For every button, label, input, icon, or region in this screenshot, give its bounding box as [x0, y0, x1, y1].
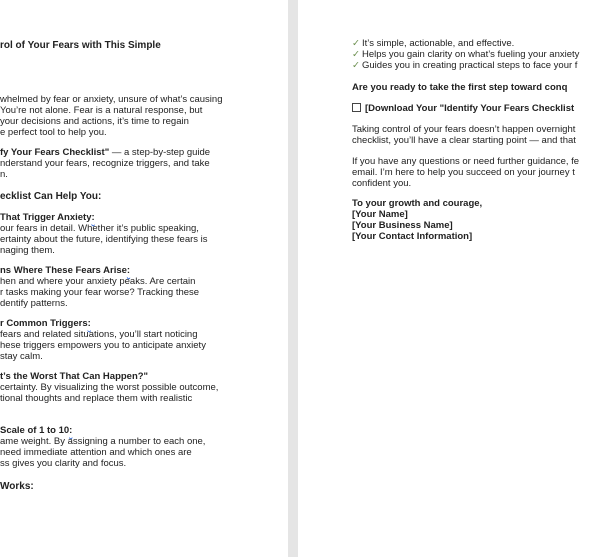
document-page-right: [298, 0, 592, 557]
signature-name: [Your Name]: [352, 209, 408, 220]
intro-paragraph: whelmed by fear or anxiety, unsure of what’s causing You’re not alone. Fear is a natural response, but your decisions and actions, it’s time to regain e perfect tool to help you.: [0, 94, 223, 138]
signature-block: [352, 198, 482, 242]
document-page-left: [0, 0, 288, 557]
checkmark-icon: ✓: [352, 49, 360, 60]
checkbox-icon: [352, 103, 361, 112]
signoff: To your growth and courage,: [352, 198, 483, 209]
checkmark-icon: ✓: [352, 60, 360, 71]
list-item: That Trigger Anxiety: our fears in detail. Whether it’s public speaking, ertainty about the future, identifying these fears is naging them.: [0, 212, 208, 256]
checkmark-icon: ✓: [352, 38, 360, 49]
list-item: r Common Triggers: fears and related situations, you’ll start noticing hese triggers empowers you to anticipate anxiety stay calm.: [0, 318, 206, 362]
page-gap: [288, 0, 298, 557]
list-item: Scale of 1 to 10: ame weight. By assigning a number to each one, need immediate attention and which ones are ss gives you clarity and focus.: [0, 425, 206, 469]
list-item: ns Where These Fears Arise: hen and where your anxiety peaks. Are certain r tasks making your fear worse? Tracking these dentify patterns.: [0, 265, 200, 309]
paragraph: Taking control of your fears doesn’t happen overnight checklist, you’ll have a clear starting point — and that: [352, 124, 576, 146]
list-item: ✓ It’s simple, actionable, and effective.: [352, 38, 515, 49]
download-link[interactable]: [Download Your "Identify Your Fears Checklist: [352, 103, 574, 114]
signature-business: [Your Business Name]: [352, 220, 453, 231]
section-heading: ecklist Can Help You:: [0, 191, 102, 202]
document-title: rol of Your Fears with This Simple: [0, 40, 161, 51]
call-to-action-question: Are you ready to take the first step toward conq: [352, 82, 568, 93]
checklist-intro-paragraph: fy Your Fears Checklist" — a step-by-step guide nderstand your fears, recognize triggers, and take n.: [0, 147, 211, 180]
bullet-list: [352, 38, 579, 71]
list-item: t’s the Worst That Can Happen?" certainty. By visualizing the worst possible outcome, tional thoughts and replace them with realistic: [0, 371, 219, 404]
list-item: ✓ Helps you gain clarity on what’s fueling your anxiety: [352, 49, 580, 60]
works-heading: Works:: [0, 481, 34, 492]
signature-contact: [Your Contact Information]: [352, 231, 473, 242]
list-item: ✓ Guides you in creating practical steps to face your f: [352, 60, 578, 71]
paragraph: If you have any questions or need further guidance, fe email. I’m here to help you succeed on your journey t confident you.: [352, 156, 580, 189]
